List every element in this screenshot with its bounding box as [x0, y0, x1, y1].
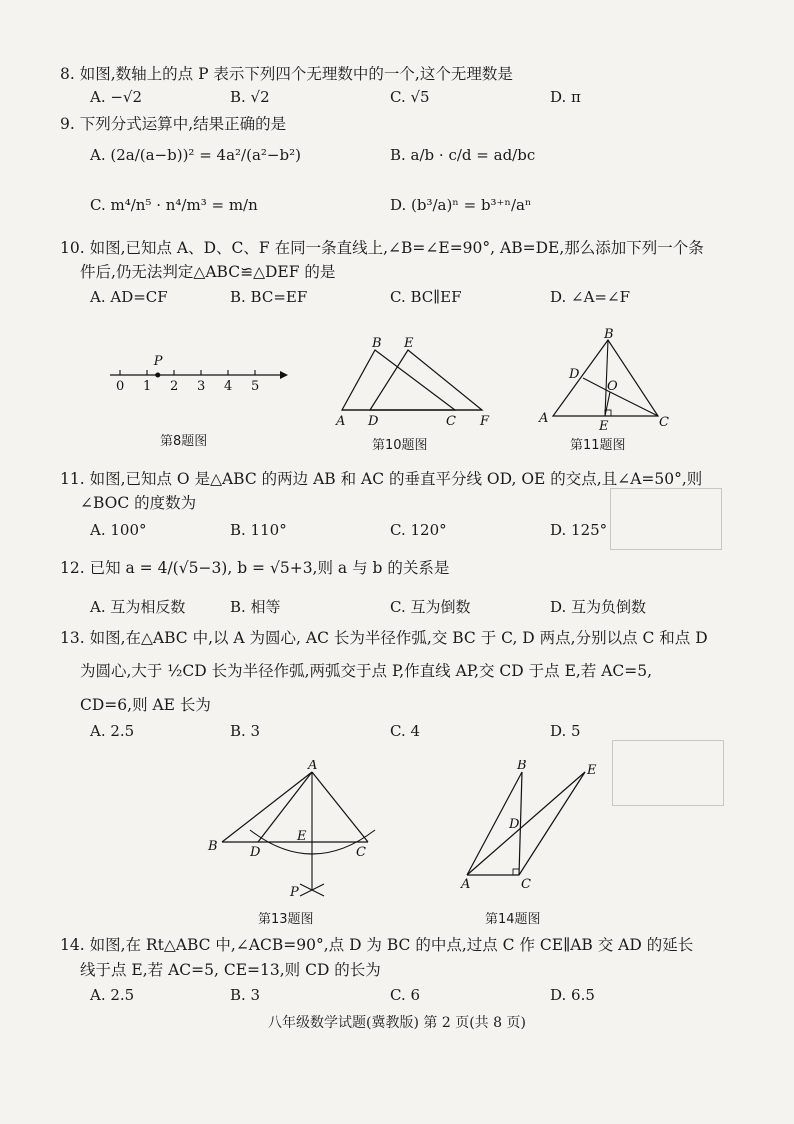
question-13-options	[90, 722, 730, 746]
label-e: E	[587, 763, 597, 778]
figure-13	[200, 760, 400, 905]
label-d: D	[368, 414, 379, 429]
option-c: C. √5	[390, 88, 430, 106]
figure-11-caption: 第11题图	[570, 438, 626, 453]
option-a: A. 互为相反数	[90, 598, 186, 616]
question-9-options-row1	[90, 146, 730, 170]
option-a: A. (2a/(a−b))² = 4a²/(a²−b²)	[90, 146, 301, 164]
option-d: D. (b³/a)ⁿ = b³⁺ⁿ/aⁿ	[390, 196, 532, 214]
question-8-options	[90, 88, 730, 112]
question-9-stem: 9. 下列分式运算中,结果正确的是	[60, 115, 287, 133]
number-line-tick-label: 2	[170, 379, 179, 394]
label-a: A	[308, 760, 318, 773]
figure-14-caption: 第14题图	[485, 912, 541, 927]
question-13-stem-line2: 为圆心,大于 ½CD 长为半径作弧,两弧交于点 P,作直线 AP,交 CD 于点 E,若 AC=5,	[80, 662, 653, 680]
number-line-tick-label: 0	[116, 379, 125, 394]
label-a: A	[539, 411, 549, 426]
option-b: B. BC=EF	[230, 288, 308, 306]
label-e: E	[297, 829, 307, 844]
question-13-stem-line1: 13. 如图,在△ABC 中,以 A 为圆心, AC 长为半径作弧,交 BC 于 C, D 两点,分别以点 C 和点 D	[60, 629, 708, 647]
number-line-tick-label: 5	[251, 379, 260, 394]
option-b: B. 110°	[230, 521, 287, 539]
question-8-stem: 8. 如图,数轴上的点 P 表示下列四个无理数中的一个,这个无理数是	[60, 65, 513, 83]
question-14-stem-line2: 线于点 E,若 AC=5, CE=13,则 CD 的长为	[80, 961, 381, 979]
question-14-stem-line1: 14. 如图,在 Rt△ABC 中,∠ACB=90°,点 D 为 BC 的中点,过点 C 作 CE∥AB 交 AD 的延长	[60, 936, 694, 954]
label-e: E	[404, 336, 414, 351]
question-12-stem: 12. 已知 a = 4/(√5−3), b = √5+3,则 a 与 b 的关系是	[60, 559, 450, 577]
label-d: D	[569, 367, 580, 382]
figure-8-caption: 第8题图	[160, 434, 208, 449]
label-b: B	[517, 760, 527, 773]
label-c: C	[521, 877, 531, 890]
number-line-tick-label: 1	[143, 379, 152, 394]
number-line-tick-label: 3	[197, 379, 206, 394]
option-c: C. BC∥EF	[390, 288, 462, 306]
figure-10-caption: 第10题图	[372, 438, 428, 453]
bleed-through-box	[612, 740, 724, 806]
label-c: C	[659, 415, 669, 430]
option-a: A. 100°	[90, 521, 147, 539]
label-a: A	[336, 414, 346, 429]
option-d: D. 5	[550, 722, 581, 740]
figure-14	[455, 760, 605, 890]
label-d: D	[250, 845, 261, 860]
question-12-options	[90, 596, 730, 620]
question-11-stem-line2: ∠BOC 的度数为	[80, 494, 197, 512]
option-c: C. 120°	[390, 521, 447, 539]
label-b: B	[372, 336, 382, 351]
figure-11	[535, 328, 675, 433]
option-d: D. 互为负倒数	[550, 598, 647, 616]
question-14-options	[90, 986, 730, 1010]
option-b: B. 3	[230, 722, 261, 740]
question-11-options	[90, 521, 730, 545]
option-a: A. 2.5	[90, 986, 135, 1004]
option-b: B. √2	[230, 88, 270, 106]
option-b: B. 3	[230, 986, 261, 1004]
question-10-stem-line2: 件后,仍无法判定△ABC≌△DEF 的是	[80, 263, 336, 281]
label-b: B	[208, 839, 218, 854]
option-c: C. 互为倒数	[390, 598, 471, 616]
option-a: A. 2.5	[90, 722, 135, 740]
option-a: A. −√2	[90, 88, 143, 106]
point-p	[155, 373, 160, 378]
option-a: A. AD=CF	[90, 288, 168, 306]
label-o: O	[607, 379, 618, 394]
figure-8-number-line	[100, 345, 300, 400]
option-c: C. 4	[390, 722, 421, 740]
figure-13-caption: 第13题图	[258, 912, 314, 927]
option-b: B. a/b · c/d = ad/bc	[390, 146, 536, 164]
page-footer: 八年级数学试题(冀教版) 第 2 页(共 8 页)	[268, 1015, 526, 1031]
label-f: F	[480, 414, 490, 429]
point-p-label: P	[153, 354, 163, 369]
label-a: A	[461, 877, 471, 890]
option-d: D. ∠A=∠F	[550, 288, 630, 306]
label-c: C	[446, 414, 456, 429]
figure-10	[330, 335, 500, 430]
option-c: C. 6	[390, 986, 421, 1004]
number-line-tick-label: 4	[224, 379, 233, 394]
question-13-stem-line3: CD=6,则 AE 长为	[80, 696, 211, 714]
question-9-options-row2	[90, 196, 730, 220]
label-b: B	[604, 328, 614, 342]
option-d: D. 125°	[550, 521, 608, 539]
option-b: B. 相等	[230, 598, 281, 616]
option-c: C. m⁴/n⁵ · n⁴/m³ = m/n	[90, 196, 258, 214]
question-10-options	[90, 288, 730, 312]
option-d: D. 6.5	[550, 986, 595, 1004]
label-p: P	[290, 885, 299, 900]
question-10-stem-line1: 10. 如图,已知点 A、D、C、F 在同一条直线上,∠B=∠E=90°, AB=DE,那么添加下列一个条	[60, 239, 704, 257]
label-c: C	[356, 845, 366, 860]
question-11-stem-line1: 11. 如图,已知点 O 是△ABC 的两边 AB 和 AC 的垂直平分线 OD, OE 的交点,且∠A=50°,则	[60, 470, 703, 488]
label-e: E	[599, 419, 609, 433]
option-d: D. π	[550, 88, 581, 106]
label-d: D	[509, 817, 520, 832]
